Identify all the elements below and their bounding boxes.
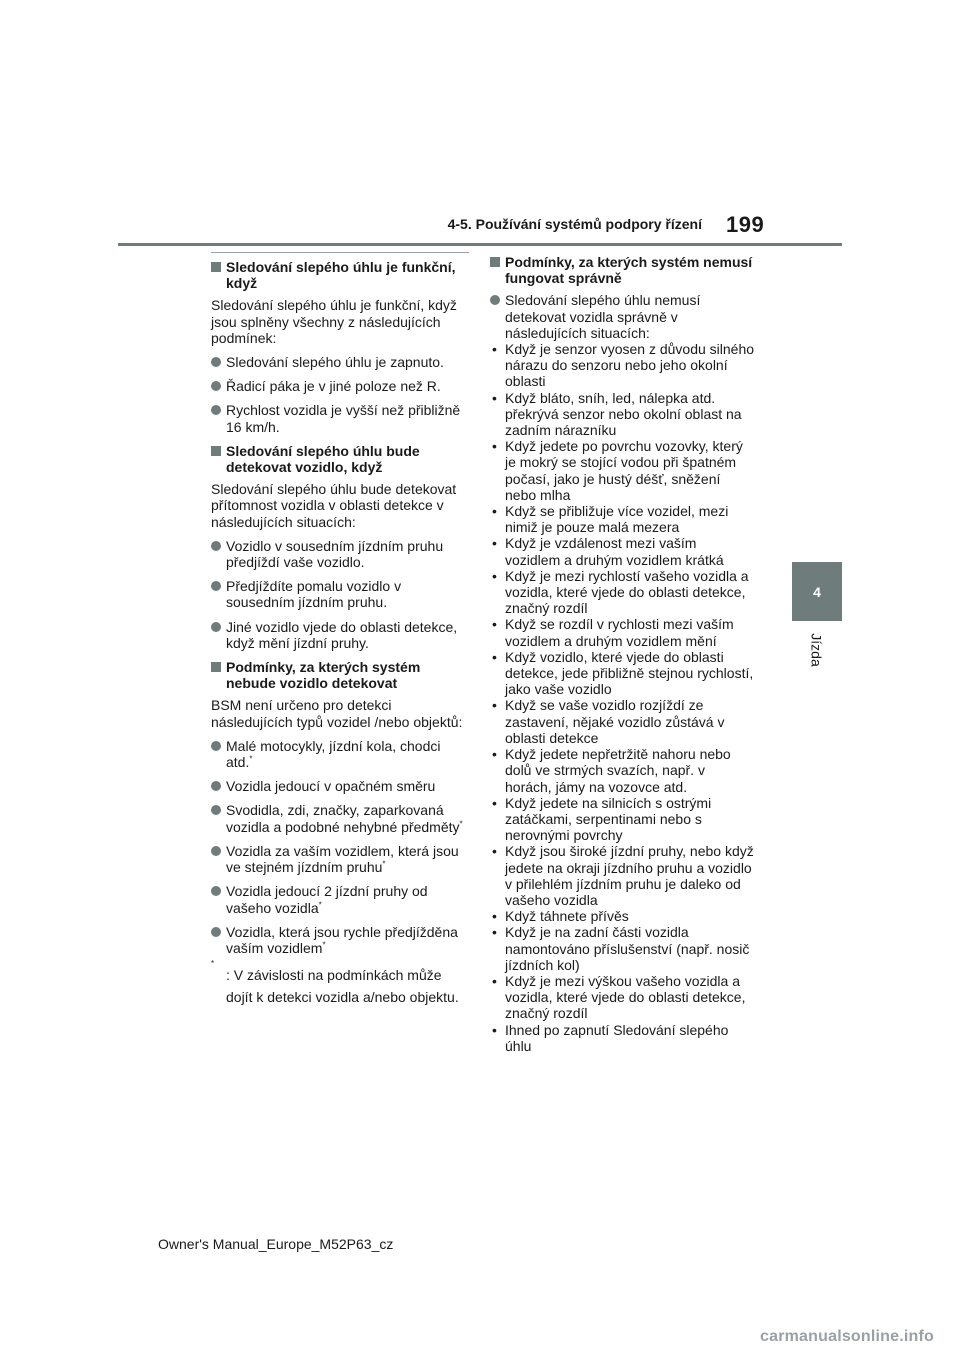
sub-bullet-icon: • — [492, 503, 497, 520]
sub-list-item-text: Když jedete po povrchu vozovky, který je mokrý se stojící vodou při špatném počasí, jako je hustý déšť, sněžení nebo mlha — [505, 438, 743, 503]
round-bullet-icon — [211, 541, 221, 551]
sub-bullet-icon: • — [492, 535, 497, 552]
sub-bullet-icon: • — [492, 648, 497, 665]
sub-list-item — [490, 503, 755, 535]
footnote-ref: * — [249, 754, 253, 764]
page-number: 199 — [726, 212, 765, 237]
sub-list-item-text: Když je na zadní části vozidla namontováno příslušenství (např. nosič jízdních kol) — [505, 924, 750, 973]
square-bullet-icon — [211, 662, 221, 672]
sub-list-item-text: Když jsou široké jízdní pruhy, nebo když jedete na okraji jízdního pruhu a vozidlo v přilehlém jízdním pruhu je daleko od vašeho vozidla — [505, 843, 754, 908]
section-heading — [490, 254, 755, 286]
sub-list-item-text: Když vozidlo, které vjede do oblasti detekce, jede přibližně stejnou rychlostí, jako vaše vozidlo — [505, 648, 754, 698]
section-heading — [211, 259, 469, 291]
section-heading — [211, 443, 469, 475]
round-bullet-icon — [211, 622, 221, 632]
sub-list-item-text: Když bláto, sníh, led, nálepka atd. překrývá senzor nebo okolní oblast na zadním nárazníku — [505, 389, 742, 439]
list-item-text: Rychlost vozidla je vyšší než přibližně 16 km/h. — [226, 402, 461, 435]
sub-bullet-icon: • — [492, 1021, 497, 1038]
sub-list-item-text: Když je vzdálenost mezi vaším vozidlem a druhým vozidlem krátká — [505, 535, 724, 568]
paragraph: Sledování slepého úhlu bude detekovat přítomnost vozidla v oblasti detekce v následujících situacích: — [211, 481, 457, 530]
sub-list-item-text: Když se vaše vozidlo rozjíždí ze zastavení, nějaké vozidlo zůstává v oblasti detekce — [505, 697, 725, 746]
round-bullet-icon — [211, 405, 221, 415]
sub-bullet-icon: • — [492, 567, 497, 584]
sub-list-item — [490, 649, 755, 698]
chapter-label-text: Jízda — [809, 633, 825, 667]
list-item — [211, 843, 469, 875]
footnote: * : V závislosti na podmínkách může dojít k detekci vozidla a/nebo objektu. — [211, 959, 459, 1006]
round-bullet-icon — [211, 927, 221, 937]
sub-bullet-icon: • — [492, 972, 497, 989]
round-bullet-icon — [211, 781, 221, 791]
sub-list-item-text: Když táhnete přívěs — [505, 908, 629, 925]
list-item — [211, 619, 469, 651]
header-rule — [118, 243, 842, 246]
list-item-text: Řadicí páka je v jiné poloze než R. — [226, 378, 441, 395]
sub-list-item — [490, 438, 755, 503]
paragraph: Sledování slepého úhlu je funkční, když jsou splněny všechny z následujících podmínek: — [211, 297, 457, 346]
footnote-ref: * — [322, 940, 326, 950]
sub-bullet-icon: • — [492, 794, 497, 811]
section-title: 4-5. Používání systémů podpory řízení — [447, 216, 702, 232]
round-bullet-icon — [490, 295, 500, 305]
list-item-text: Vozidla jedoucí v opačném směru — [226, 778, 436, 795]
sub-list-item — [490, 746, 755, 795]
watermark: carmanualsonline.info — [760, 1328, 935, 1345]
list-item-text: Malé motocykly, jízdní kola, chodci atd. — [226, 737, 441, 771]
sub-list-item — [490, 795, 755, 844]
sub-bullet-icon: • — [492, 438, 497, 455]
chapter-tab[interactable] — [792, 562, 842, 621]
chapter-number: 4 — [813, 583, 821, 600]
list-item — [211, 924, 469, 956]
list-item — [211, 354, 469, 370]
list-item-text: Sledování slepého úhlu je zapnuto. — [226, 354, 444, 371]
sub-list-item — [490, 697, 755, 746]
sub-list-item — [490, 908, 755, 924]
list-item-text: Svodidla, zdi, značky, zaparkovaná vozidla a podobné nehybné předměty — [226, 802, 460, 835]
sub-bullet-icon: • — [492, 908, 497, 925]
paragraph: BSM není určeno pro detekci následujících typů vozidel /nebo objektů: — [211, 697, 463, 730]
sub-list-item-text: Když je senzor vyosen z důvodu silného nárazu do senzoru nebo jeho okolní oblasti — [505, 341, 755, 390]
square-bullet-icon — [490, 257, 500, 267]
left-column — [211, 252, 469, 1008]
list-item — [211, 538, 469, 570]
list-item — [211, 738, 469, 770]
list-item — [211, 883, 469, 915]
sub-list-item — [490, 390, 755, 439]
list-item — [211, 578, 469, 610]
footnote-ref: * — [318, 899, 322, 909]
sub-list-item-text: Ihned po zapnutí Sledování slepého úhlu — [505, 1021, 729, 1054]
list-item — [211, 402, 469, 434]
footnote-ref: * — [459, 819, 463, 829]
heading-text: Sledování slepého úhlu je funkční, když — [226, 259, 456, 292]
sub-list-item-text: Když se rozdíl v rychlosti mezi vaším vozidlem a druhým vozidlem mění — [505, 616, 734, 649]
sub-bullet-icon: • — [492, 341, 497, 358]
round-bullet-icon — [211, 357, 221, 367]
list-item — [211, 378, 469, 394]
sub-bullet-icon: • — [492, 616, 497, 633]
round-bullet-icon — [211, 846, 221, 856]
sub-bullet-icon: • — [492, 389, 497, 406]
sub-bullet-icon: • — [492, 924, 497, 941]
list-item — [211, 802, 469, 834]
sub-bullet-icon: • — [492, 746, 497, 763]
sub-list-item-text: Když je mezi výškou vašeho vozidla a vozidla, které vjede do oblasti detekce, značný rozdíl — [505, 972, 746, 1022]
list-item — [490, 292, 755, 341]
list-item-text: Vozidlo v sousedním jízdním pruhu předjíždí vaše vozidlo. — [226, 537, 444, 571]
round-bullet-icon — [211, 805, 221, 815]
sub-list-item — [490, 616, 755, 648]
footnote-ref: * — [382, 859, 386, 869]
sub-list-item — [490, 568, 755, 617]
heading-text: Podmínky, za kterých systém nebude vozidlo detekovat — [226, 659, 421, 692]
list-item-text: Sledování slepého úhlu nemusí detekovat vozidla správně v následujících situacích: — [505, 292, 701, 341]
list-item — [211, 778, 469, 794]
footnote-text: : V závislosti na podmínkách může dojít k detekci vozidla a/nebo objektu. — [226, 967, 459, 1006]
list-item-text: Jiné vozidlo vjede do oblasti detekce, když mění jízdní pruhy. — [226, 618, 458, 651]
sub-list-item — [490, 341, 755, 390]
section-heading — [211, 659, 469, 691]
sub-list-item-text: Když jedete na silnicích s ostrými zatáčkami, serpentinami nebo s nerovnými povrchy — [505, 794, 712, 844]
sub-list-item — [490, 843, 755, 908]
list-item-text: Vozidla za vaším vozidlem, která jsou ve stejném jízdním pruhu — [226, 842, 459, 876]
sub-bullet-icon: • — [492, 697, 497, 714]
round-bullet-icon — [211, 381, 221, 391]
document-id: Owner's Manual_Europe_M52P63_cz — [158, 1236, 394, 1252]
sub-list-item-text: Když je mezi rychlostí vašeho vozidla a vozidla, které vjede do oblasti detekce, značný rozdíl — [505, 567, 749, 617]
right-column — [490, 252, 755, 1054]
sub-bullet-icon: • — [492, 843, 497, 860]
round-bullet-icon — [211, 741, 221, 751]
sub-list-item — [490, 1022, 755, 1054]
chapter-label — [790, 630, 844, 680]
list-item-text: Předjíždíte pomalu vozidlo v sousedním jízdním pruhu. — [226, 578, 402, 611]
square-bullet-icon — [211, 262, 221, 272]
list-item-text: Vozidla jedoucí 2 jízdní pruhy od vašeho vozidla — [226, 883, 428, 916]
round-bullet-icon — [211, 581, 221, 591]
sub-list-item — [490, 973, 755, 1022]
square-bullet-icon — [211, 446, 221, 456]
sub-list-item — [490, 924, 755, 973]
sub-list-item-text: Když jedete nepřetržitě nahoru nebo dolů ve strmých svazích, např. v horách, jámy na vozovce atd. — [505, 746, 731, 795]
list-item-text: Vozidla, která jsou rychle předjížděna vaším vozidlem — [226, 923, 458, 956]
sub-list-item — [490, 535, 755, 567]
heading-text: Sledování slepého úhlu bude detekovat vozidlo, když — [226, 442, 420, 476]
sub-list-item-text: Když se přibližuje více vozidel, mezi nimiž je pouze malá mezera — [505, 503, 729, 536]
heading-text: Podmínky, za kterých systém nemusí fungovat správně — [505, 254, 753, 287]
round-bullet-icon — [211, 886, 221, 896]
